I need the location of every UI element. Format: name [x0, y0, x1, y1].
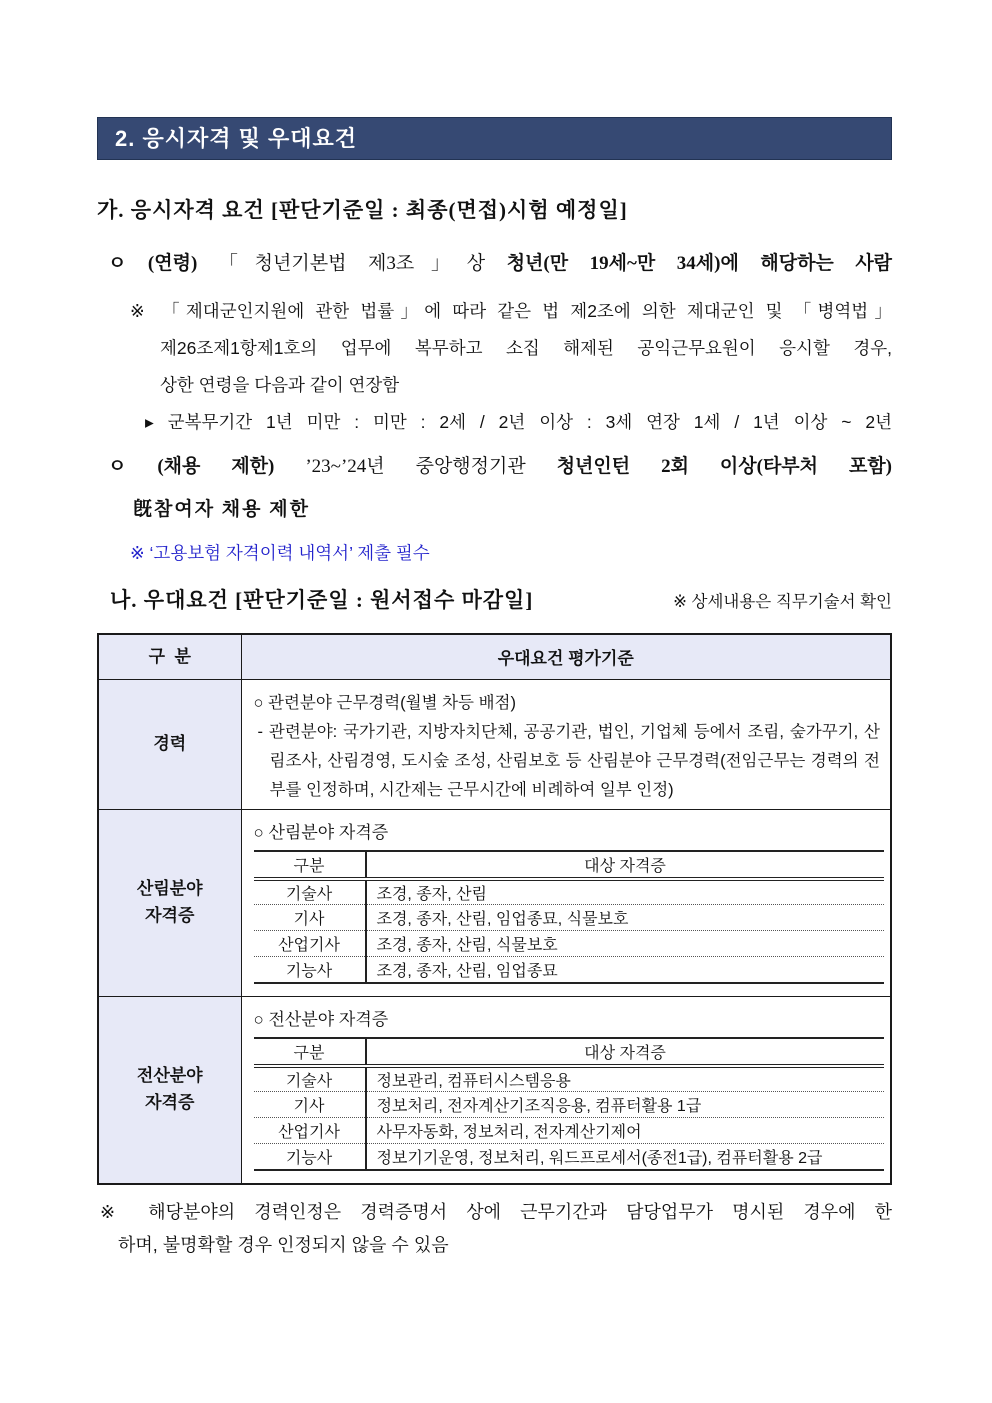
career-line1: ○ 관련분야 근무경력(월별 차등 배점): [253, 693, 516, 712]
inner-cell-certs: 정보기기운영, 정보처리, 워드프로세서(종전1급), 컴퓨터활용 2급: [366, 1144, 884, 1170]
inner-row: [254, 905, 884, 931]
section-b-side-note: ※ 상세내용은 직무기술서 확인: [673, 593, 892, 611]
inner-cell-grade: 산업기사: [254, 931, 366, 957]
military-service-detail: ▸ 군복무기간 1년 미만 : 미만 : 2세 / 2년 이상 : 3세 연장 1세 / 1년 이상 ~ 2년: [145, 412, 892, 432]
inner-row: [254, 1066, 884, 1092]
computer-cert-row: [98, 996, 891, 1184]
military-note-line2: 제26조제1항제1호의 업무에 복무하고 소집 해제된 공익근무요원이 응시할 경우,: [160, 338, 892, 358]
inner-row: [254, 957, 884, 983]
hire-limit-line2: 旣참여자 채용 제한: [133, 499, 310, 520]
hire-limit-label: (채용 제한): [157, 456, 275, 477]
age-label: (연령): [147, 253, 198, 274]
forest-inner-table: [254, 850, 884, 984]
inner-cell-certs: 조경, 종자, 산림, 식물보호: [366, 931, 884, 957]
age-law-text: 「청년기본법 제3조」상: [218, 253, 486, 274]
inner-cell-certs: 조경, 종자, 산림: [366, 879, 884, 905]
inner-cell-grade: 기술사: [254, 879, 366, 905]
section-title-banner: [97, 117, 892, 160]
inner-cell-certs: 조경, 종자, 산림, 임업종묘, 식물보호: [366, 905, 884, 931]
hire-limit-emphasis: 청년인턴 2회 이상(타부처 포함): [556, 456, 893, 477]
inner-row: [254, 879, 884, 905]
forest-label-line2: 자격증: [145, 905, 195, 925]
inner-row: [254, 1144, 884, 1170]
inner-cell-certs: 정보처리, 전자계산기조직응용, 컴퓨터활용 1급: [366, 1092, 884, 1118]
forest-label: [98, 809, 241, 996]
table-header-category: 구 분: [98, 634, 241, 679]
inner-row: [254, 1118, 884, 1144]
inner-header-row: [254, 1038, 884, 1066]
hire-limit-line: [108, 451, 892, 478]
employment-insurance-note: ※ ‘고용보험 자격이력 내역서’ 제출 필수: [130, 543, 430, 563]
preference-table: [97, 633, 892, 1185]
career-detail: - 관련분야: 국가기관, 지방자치단체, 공공기관, 법인, 기업체 등에서 조림, 숲가꾸기, 산림조사, 산림경영, 도시숲 조성, 산림보호 등 산림분야 근무경력(전임근무는 경력의 전부를 인정하며, 시간제는 근무시간에 비례하여 일부 인정): [257, 722, 880, 799]
inner-cell-grade: 기능사: [254, 1144, 366, 1170]
computer-inner-table: [254, 1037, 884, 1171]
inner-cell-certs: 조경, 종자, 산림, 임업종묘: [366, 957, 884, 983]
computer-content: [241, 996, 891, 1184]
section-b-heading-row: [110, 584, 892, 614]
career-row: [98, 679, 891, 809]
inner-row: [254, 931, 884, 957]
section-b-heading: 나. 우대요건 [판단기준일 : 원서접수 마감일]: [110, 588, 534, 612]
forest-content: [241, 809, 891, 996]
inner-cell-grade: 산업기사: [254, 1118, 366, 1144]
career-label: 경력: [98, 679, 241, 809]
computer-label-line1: 전산분야: [136, 1066, 203, 1086]
inner-cell-grade: 기사: [254, 1092, 366, 1118]
age-requirement-line: [108, 248, 892, 275]
inner-cell-grade: 기능사: [254, 957, 366, 983]
inner-header-certs: 대상 자격증: [366, 851, 884, 879]
military-note-line3: 상한 연령을 다음과 같이 연장함: [160, 375, 400, 395]
inner-cell-grade: 기사: [254, 905, 366, 931]
computer-label: [98, 996, 241, 1184]
banner-title: 2. 응시자격 및 우대요건: [115, 126, 357, 151]
footnote-line1: ※ 해당분야의 경력인정은 경력증명서 상에 근무기간과 담당업무가 명시된 경우에 한: [100, 1202, 892, 1222]
inner-cell-certs: 정보관리, 컴퓨터시스템응용: [366, 1066, 884, 1092]
table-header-criteria: 우대요건 평가기준: [241, 634, 891, 679]
inner-cell-grade: 기술사: [254, 1066, 366, 1092]
forest-title: ○ 산림분야 자격증: [253, 822, 389, 842]
section-a-heading: 가. 응시자격 요건 [판단기준일 : 최종(면접)시험 예정일]: [97, 198, 628, 222]
forest-cert-row: [98, 809, 891, 996]
inner-header-grade: 구분: [254, 1038, 366, 1066]
footnote-line2: 하며, 불명확할 경우 인정되지 않을 수 있음: [118, 1235, 449, 1255]
computer-title: ○ 전산분야 자격증: [253, 1009, 389, 1029]
inner-header-row: [254, 851, 884, 879]
inner-row: [254, 1092, 884, 1118]
military-note-line1: ※ 「제대군인지원에 관한 법률」에 따라 같은 법 제2조에 의한 제대군인 및 「병역법」: [130, 301, 892, 321]
inner-cell-certs: 사무자동화, 정보처리, 전자계산기제어: [366, 1118, 884, 1144]
inner-header-grade: 구분: [254, 851, 366, 879]
inner-header-certs: 대상 자격증: [366, 1038, 884, 1066]
hire-limit-years: ’23~’24년 중앙행정기관: [305, 456, 526, 477]
forest-label-line1: 산림분야: [136, 879, 203, 899]
table-header-row: [98, 634, 891, 679]
computer-label-line2: 자격증: [145, 1092, 195, 1112]
circle-bullet: ㅇ: [108, 253, 127, 274]
age-emphasis: 청년(만 19세~만 34세)에 해당하는 사람: [506, 253, 893, 274]
career-content: [241, 679, 891, 809]
circle-bullet: ㅇ: [108, 456, 127, 477]
